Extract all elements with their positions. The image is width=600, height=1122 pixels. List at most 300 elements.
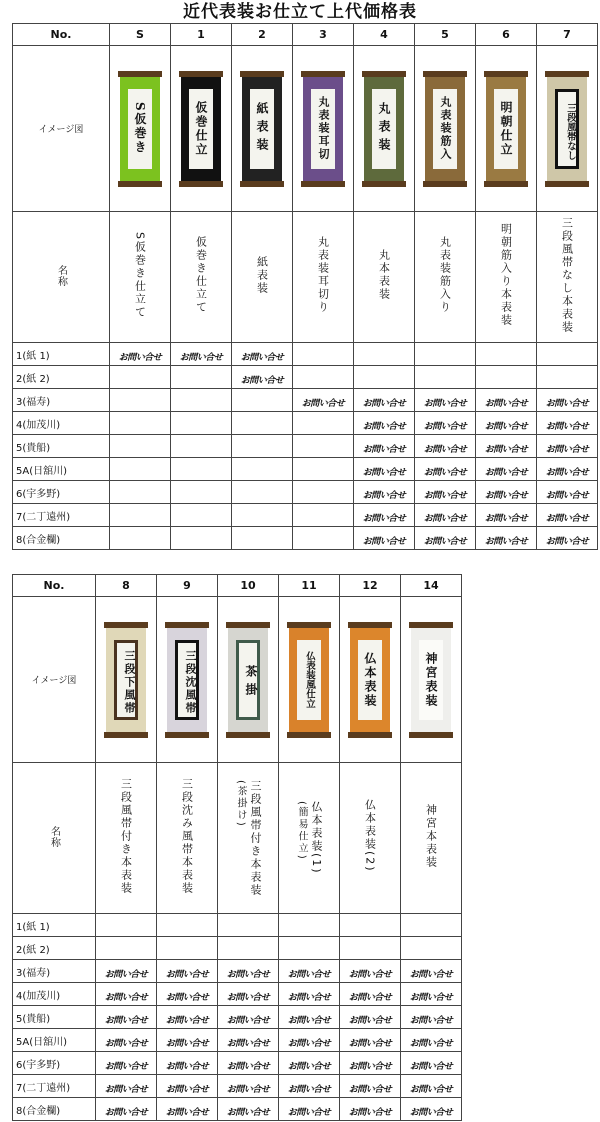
price-inquiry: お問い合せ (287, 1084, 331, 1095)
scroll-paper (250, 89, 274, 169)
price-inquiry: お問い合せ (409, 1107, 453, 1118)
column-number: 9 (157, 575, 218, 597)
price-cell (537, 343, 598, 366)
price-cell (340, 1006, 401, 1029)
price-cell (157, 983, 218, 1006)
product-name-line: 仏本表装(1) (310, 801, 323, 875)
product-name-cell (476, 212, 537, 343)
fabric-grade-label: 8(合金欄) (13, 527, 110, 550)
price-cell (340, 1075, 401, 1098)
price-cell (171, 389, 232, 412)
price-cell (476, 435, 537, 458)
scroll-image-cell (340, 597, 401, 763)
column-number: S (110, 24, 171, 46)
hanging-scroll-image (545, 71, 589, 187)
price-inquiry: お問い合せ (545, 490, 589, 501)
fabric-grade-label: 4(加茂川) (13, 983, 96, 1006)
price-inquiry: お問い合せ (240, 352, 284, 363)
scroll-image-cell (415, 46, 476, 212)
product-name-line: 仮巻き仕立て (194, 236, 208, 314)
scroll-paper (236, 640, 260, 720)
price-inquiry: お問い合せ (409, 969, 453, 980)
product-name-line: 仏本表装(2) (363, 799, 377, 873)
hanging-scroll-image (118, 71, 162, 187)
price-inquiry: お問い合せ (226, 992, 270, 1003)
price-inquiry: お問い合せ (423, 536, 467, 547)
price-cell (232, 343, 293, 366)
product-name (134, 232, 147, 319)
hanging-scroll-image (287, 622, 331, 738)
price-inquiry: お問い合せ (165, 1084, 209, 1095)
hanging-scroll-image (240, 71, 284, 187)
product-name-cell (354, 212, 415, 343)
price-cell (279, 983, 340, 1006)
price-inquiry: お問い合せ (484, 467, 528, 478)
price-cell (110, 527, 171, 550)
scroll-mount (350, 628, 390, 732)
price-row (13, 1052, 462, 1075)
fabric-grade-label: 7(二丁遠州) (13, 1075, 96, 1098)
price-cell (171, 412, 232, 435)
price-cell (218, 1029, 279, 1052)
price-cell (476, 504, 537, 527)
scroll-paper (189, 89, 213, 169)
price-row (13, 458, 598, 481)
product-name-cell (415, 212, 476, 343)
name-label-text: 名称 (55, 264, 67, 287)
price-cell (232, 412, 293, 435)
price-cell (354, 435, 415, 458)
column-number: 2 (232, 24, 293, 46)
price-cell (157, 1052, 218, 1075)
price-cell (293, 389, 354, 412)
price-inquiry: お問い合せ (409, 1038, 453, 1049)
scroll-mount (425, 77, 465, 181)
price-cell (537, 412, 598, 435)
product-name-line: 三段風帯付き本表装 (119, 777, 133, 895)
price-inquiry: お問い合せ (165, 969, 209, 980)
price-inquiry: お問い合せ (104, 1061, 148, 1072)
product-name-cell (96, 763, 157, 914)
scroll-paper (297, 640, 321, 720)
price-cell (340, 960, 401, 983)
price-row (13, 914, 462, 937)
price-row (13, 343, 598, 366)
price-inquiry: お問い合せ (409, 1084, 453, 1095)
scroll-calligraphy: 仏表装風仕立 (304, 651, 315, 708)
header-row (13, 575, 462, 597)
scroll-mount (303, 77, 343, 181)
scroll-image-cell (110, 46, 171, 212)
price-inquiry: お問い合せ (409, 1061, 453, 1072)
column-number: 8 (96, 575, 157, 597)
price-inquiry: お問い合せ (104, 992, 148, 1003)
hanging-scroll-image (362, 71, 406, 187)
product-name-line: 神宮本表装 (424, 803, 438, 869)
hanging-scroll-image (423, 71, 467, 187)
price-cell (293, 366, 354, 389)
no-label: No. (13, 575, 96, 597)
fabric-grade-label: 4(加茂川) (13, 412, 110, 435)
price-inquiry: お問い合せ (348, 969, 392, 980)
price-inquiry: お問い合せ (165, 1015, 209, 1026)
price-cell (401, 1052, 462, 1075)
scroll-rod-bottom (287, 732, 331, 738)
price-cell (218, 1075, 279, 1098)
price-row (13, 1006, 462, 1029)
product-name (317, 236, 330, 314)
fabric-grade-label: 2(紙 2) (13, 366, 110, 389)
image-row (13, 46, 598, 212)
product-name-line: 明朝筋入り本表装 (499, 223, 513, 327)
product-name-cell (171, 212, 232, 343)
price-cell (279, 960, 340, 983)
price-cell (415, 366, 476, 389)
price-cell (157, 960, 218, 983)
price-inquiry: お問い合せ (165, 1038, 209, 1049)
header-row (13, 24, 598, 46)
price-inquiry: お問い合せ (423, 398, 467, 409)
product-name-line: 丸表装耳切り (316, 236, 330, 314)
price-inquiry: お問い合せ (240, 375, 284, 386)
fabric-grade-label: 5(貴船) (13, 1006, 96, 1029)
price-row (13, 412, 598, 435)
price-inquiry: お問い合せ (362, 421, 406, 432)
price-inquiry: お問い合せ (362, 398, 406, 409)
hanging-scroll-image (409, 622, 453, 738)
price-cell (171, 504, 232, 527)
price-cell (96, 1029, 157, 1052)
scroll-mount (120, 77, 160, 181)
column-number: 7 (537, 24, 598, 46)
price-inquiry: お問い合せ (104, 1015, 148, 1026)
price-cell (157, 1029, 218, 1052)
hanging-scroll-image (484, 71, 528, 187)
price-cell (401, 914, 462, 937)
scroll-rod-bottom (545, 181, 589, 187)
product-name-line: 丸本表装 (377, 249, 391, 301)
scroll-mount (167, 628, 207, 732)
price-cell (110, 435, 171, 458)
product-name-cell (218, 763, 279, 914)
image-row (13, 597, 462, 763)
scroll-rod-bottom (423, 181, 467, 187)
price-inquiry: お問い合せ (287, 1107, 331, 1118)
product-name (378, 249, 391, 301)
product-name-cell (232, 212, 293, 343)
product-name-line: 紙表装 (255, 255, 269, 295)
price-cell (354, 366, 415, 389)
price-inquiry: お問い合せ (484, 398, 528, 409)
price-cell (110, 389, 171, 412)
price-cell (232, 458, 293, 481)
price-inquiry: お問い合せ (226, 969, 270, 980)
product-name (234, 780, 262, 897)
price-cell (476, 412, 537, 435)
fabric-grade-label: 3(福寿) (13, 389, 110, 412)
price-cell (96, 937, 157, 960)
price-row (13, 481, 598, 504)
price-cell (340, 914, 401, 937)
fabric-grade-label: 1(紙 1) (13, 914, 96, 937)
price-row (13, 1075, 462, 1098)
scroll-image-cell (171, 46, 232, 212)
price-inquiry: お問い合せ (104, 1038, 148, 1049)
column-number: 4 (354, 24, 415, 46)
price-inquiry: お問い合せ (423, 467, 467, 478)
price-cell (476, 366, 537, 389)
price-cell (537, 504, 598, 527)
price-cell (232, 366, 293, 389)
price-cell (340, 1029, 401, 1052)
price-cell (218, 983, 279, 1006)
price-inquiry: お問い合せ (484, 421, 528, 432)
price-inquiry: お問い合せ (409, 992, 453, 1003)
scroll-calligraphy: S仮巻き (133, 102, 147, 155)
price-cell (293, 343, 354, 366)
scroll-rod-bottom (118, 181, 162, 187)
price-cell (293, 435, 354, 458)
name-label (13, 212, 110, 343)
name-row (13, 212, 598, 343)
scroll-rod-bottom (301, 181, 345, 187)
price-inquiry: お問い合せ (409, 1015, 453, 1026)
price-cell (415, 343, 476, 366)
scroll-paper (419, 640, 443, 720)
price-cell (171, 458, 232, 481)
price-cell (415, 458, 476, 481)
price-inquiry: お問い合せ (226, 1084, 270, 1095)
price-cell (415, 435, 476, 458)
column-number: 10 (218, 575, 279, 597)
price-inquiry: お問い合せ (362, 536, 406, 547)
price-inquiry: お問い合せ (226, 1038, 270, 1049)
scroll-mount (486, 77, 526, 181)
product-name (181, 778, 194, 895)
scroll-calligraphy: 仏本表装 (363, 651, 377, 708)
price-inquiry: お問い合せ (348, 1038, 392, 1049)
price-cell (476, 527, 537, 550)
price-cell (401, 1098, 462, 1121)
price-inquiry: お問い合せ (104, 969, 148, 980)
scroll-rod-bottom (409, 732, 453, 738)
product-name-line: S仮巻き仕立て (133, 231, 147, 319)
price-cell (401, 1029, 462, 1052)
price-cell (476, 343, 537, 366)
price-inquiry: お問い合せ (348, 992, 392, 1003)
price-cell (171, 435, 232, 458)
price-cell (340, 1098, 401, 1121)
scroll-rod-bottom (348, 732, 392, 738)
scroll-mount (547, 77, 587, 181)
price-inquiry: お問い合せ (104, 1084, 148, 1095)
price-cell (293, 504, 354, 527)
product-name (425, 804, 438, 869)
hanging-scroll-image (104, 622, 148, 738)
name-label (13, 763, 96, 914)
scroll-image-cell (537, 46, 598, 212)
scroll-image-cell (279, 597, 340, 763)
product-name (364, 799, 377, 873)
price-cell (96, 914, 157, 937)
price-cell (340, 983, 401, 1006)
scroll-calligraphy: 丸表装耳切 (317, 96, 330, 161)
price-cell (110, 504, 171, 527)
price-row (13, 983, 462, 1006)
product-name (195, 236, 208, 314)
price-cell (232, 481, 293, 504)
price-inquiry: お問い合せ (362, 467, 406, 478)
price-inquiry: お問い合せ (362, 444, 406, 455)
price-inquiry: お問い合せ (423, 513, 467, 524)
price-cell (537, 366, 598, 389)
price-cell (354, 343, 415, 366)
price-inquiry: お問い合せ (484, 513, 528, 524)
price-cell (232, 435, 293, 458)
product-name-line: 丸表装筋入り (438, 236, 452, 314)
scroll-paper (175, 640, 199, 720)
scroll-calligraphy: 三段下風帯 (123, 650, 136, 715)
price-cell (415, 504, 476, 527)
price-cell (293, 527, 354, 550)
scroll-image-cell (96, 597, 157, 763)
product-name (295, 801, 323, 875)
price-cell (537, 458, 598, 481)
price-cell (476, 389, 537, 412)
scroll-mount (228, 628, 268, 732)
price-inquiry: お問い合せ (484, 444, 528, 455)
price-cell (401, 983, 462, 1006)
price-row (13, 960, 462, 983)
price-cell (171, 343, 232, 366)
price-inquiry: お問い合せ (104, 1107, 148, 1118)
name-label-text: 名称 (48, 825, 60, 848)
page-title: 近代表装お仕立て上代価格表 (183, 2, 417, 22)
fabric-grade-label: 5A(日舘川) (13, 458, 110, 481)
scroll-image-cell (232, 46, 293, 212)
price-inquiry: お問い合せ (226, 1107, 270, 1118)
product-name-cell (537, 212, 598, 343)
scroll-rod-bottom (104, 732, 148, 738)
scroll-mount (242, 77, 282, 181)
scroll-mount (289, 628, 329, 732)
price-cell (415, 527, 476, 550)
price-inquiry: お問い合せ (545, 398, 589, 409)
scroll-paper (372, 89, 396, 169)
price-cell (354, 389, 415, 412)
price-inquiry: お問い合せ (287, 1061, 331, 1072)
price-inquiry: お問い合せ (165, 1061, 209, 1072)
price-cell (232, 527, 293, 550)
product-name-cell (293, 212, 354, 343)
column-number: 1 (171, 24, 232, 46)
scroll-rod-bottom (484, 181, 528, 187)
price-cell (232, 504, 293, 527)
price-cell (401, 960, 462, 983)
scroll-rod-bottom (240, 181, 284, 187)
product-name-cell (279, 763, 340, 914)
scroll-image-cell (293, 46, 354, 212)
price-inquiry: お問い合せ (348, 1084, 392, 1095)
price-inquiry: お問い合せ (423, 421, 467, 432)
price-cell (537, 389, 598, 412)
product-name-cell (110, 212, 171, 343)
scroll-image-cell (218, 597, 279, 763)
price-cell (157, 1006, 218, 1029)
price-inquiry: お問い合せ (545, 421, 589, 432)
price-row (13, 366, 598, 389)
product-name-line: 三段風帯なし本表装 (560, 216, 574, 334)
price-cell (340, 1052, 401, 1075)
price-cell (232, 389, 293, 412)
price-cell (218, 937, 279, 960)
product-name-line: (簡易仕立) (296, 801, 307, 862)
scroll-image-cell (157, 597, 218, 763)
fabric-grade-label: 1(紙 1) (13, 343, 110, 366)
hanging-scroll-image (179, 71, 223, 187)
fabric-grade-label: 6(宇多野) (13, 1052, 96, 1075)
product-name (439, 236, 452, 314)
column-number: 14 (401, 575, 462, 597)
column-number: 11 (279, 575, 340, 597)
price-cell (476, 458, 537, 481)
scroll-image-cell (354, 46, 415, 212)
hanging-scroll-image (226, 622, 270, 738)
price-cell (218, 1006, 279, 1029)
price-inquiry: お問い合せ (545, 513, 589, 524)
price-inquiry: お問い合せ (545, 536, 589, 547)
fabric-grade-label: 3(福寿) (13, 960, 96, 983)
price-cell (218, 960, 279, 983)
price-cell (96, 1006, 157, 1029)
scroll-paper (311, 89, 335, 169)
price-cell (171, 527, 232, 550)
price-inquiry: お問い合せ (179, 352, 223, 363)
fabric-grade-label: 5A(日舘川) (13, 1029, 96, 1052)
price-table-1 (12, 23, 598, 550)
price-cell (96, 1075, 157, 1098)
product-name-line: 三段風帯付き本表装 (249, 779, 262, 897)
price-cell (293, 412, 354, 435)
price-inquiry: お問い合せ (348, 1107, 392, 1118)
price-inquiry: お問い合せ (301, 398, 345, 409)
price-cell (537, 435, 598, 458)
scroll-calligraphy: 神宮表装 (424, 651, 438, 708)
price-cell (537, 481, 598, 504)
price-row (13, 1029, 462, 1052)
price-inquiry: お問い合せ (545, 467, 589, 478)
price-cell (279, 937, 340, 960)
price-cell (354, 458, 415, 481)
price-cell (157, 937, 218, 960)
column-number: 3 (293, 24, 354, 46)
price-cell (476, 481, 537, 504)
product-name (256, 256, 269, 295)
price-cell (218, 1052, 279, 1075)
price-row (13, 389, 598, 412)
image-label: イメージ図 (13, 46, 110, 212)
price-cell (157, 1075, 218, 1098)
price-cell (415, 389, 476, 412)
scroll-calligraphy: 三段沈風帯 (184, 650, 197, 715)
column-number: 12 (340, 575, 401, 597)
scroll-rod-bottom (165, 732, 209, 738)
price-inquiry: お問い合せ (545, 444, 589, 455)
scroll-calligraphy: 茶掛 (244, 664, 258, 701)
price-inquiry: お問い合せ (287, 1015, 331, 1026)
price-row (13, 435, 598, 458)
scroll-calligraphy: 三段風帯なし (565, 103, 576, 160)
